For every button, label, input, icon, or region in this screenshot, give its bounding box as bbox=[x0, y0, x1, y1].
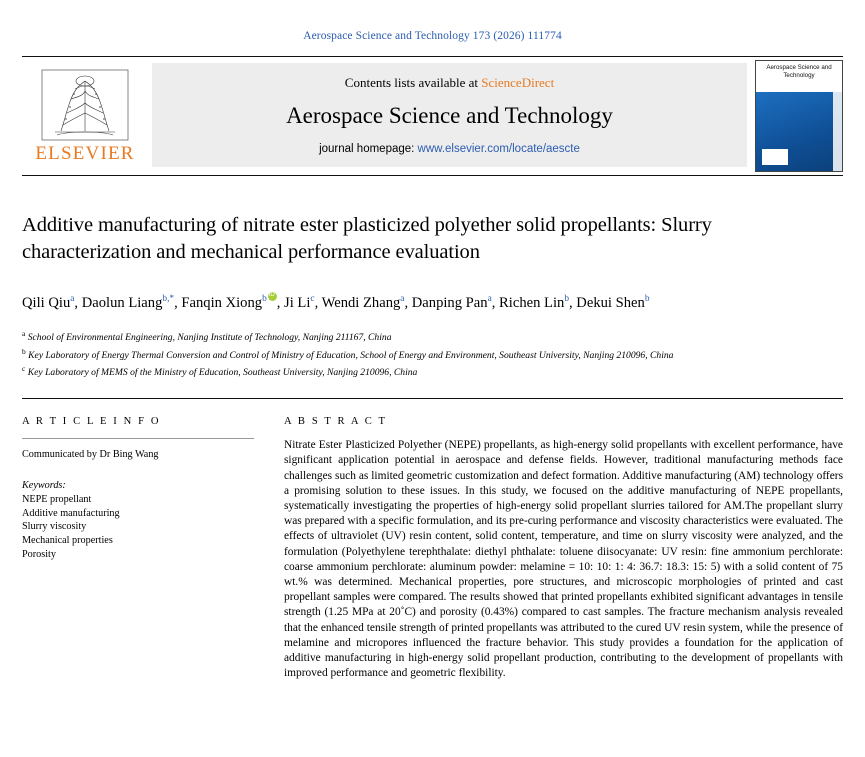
affiliation-marker: b bbox=[22, 346, 26, 356]
elsevier-logo bbox=[22, 63, 144, 169]
info-abstract-columns bbox=[22, 416, 843, 681]
author-item[interactable] bbox=[322, 295, 412, 311]
affiliation-item bbox=[22, 362, 843, 380]
orcid-icon[interactable] bbox=[268, 292, 277, 301]
journal-homepage-link[interactable]: www.elsevier.com/locate/aescte bbox=[417, 143, 580, 155]
author-affiliation-marker: b bbox=[644, 294, 650, 304]
article-info-rule bbox=[22, 438, 254, 439]
author-item[interactable] bbox=[412, 295, 499, 311]
journal-masthead bbox=[22, 56, 843, 176]
author-list bbox=[22, 288, 843, 315]
affiliation-item bbox=[22, 327, 843, 345]
affiliation-marker: c bbox=[22, 364, 26, 374]
keywords-label: Keywords: bbox=[22, 480, 66, 492]
journal-cover-image bbox=[755, 60, 843, 172]
author-affiliation-marker: b,* bbox=[162, 294, 175, 304]
keyword-item: Mechanical properties bbox=[22, 534, 113, 546]
author-name: Qili Qiu bbox=[22, 294, 71, 311]
cover-side-strip bbox=[833, 92, 842, 171]
author-affiliation-marker: a bbox=[400, 294, 405, 304]
author-name: Richen Lin bbox=[499, 294, 565, 311]
author-name: Daolun Liang bbox=[81, 294, 163, 311]
affiliation-text: Key Laboratory of Energy Thermal Conversion and Control of Ministry of Education, School of Energy and Environment, Southeast University, Nanjing 210096, China bbox=[28, 349, 674, 361]
elsevier-tree-icon bbox=[41, 69, 129, 141]
elsevier-wordmark: ELSEVIER bbox=[35, 143, 135, 164]
author-affiliation-marker: a bbox=[487, 294, 492, 304]
author-separator: , bbox=[314, 294, 322, 311]
author-affiliation-marker: a bbox=[70, 294, 75, 304]
author-affiliation-marker: c bbox=[310, 294, 315, 304]
author-separator: , bbox=[404, 294, 412, 311]
abstract-heading: A B S T R A C T bbox=[284, 416, 388, 428]
affiliation-text: School of Environmental Engineering, Nanjing Institute of Technology, Nanjing 211167, China bbox=[27, 332, 392, 344]
journal-homepage-line bbox=[319, 143, 580, 155]
keyword-item: Additive manufacturing bbox=[22, 507, 120, 519]
author-separator: , bbox=[276, 294, 285, 311]
running-head: Aerospace Science and Technology 173 (2026) 111774 bbox=[303, 30, 562, 42]
affiliation-list bbox=[22, 327, 843, 380]
author-separator: , bbox=[491, 294, 500, 311]
article-info-column bbox=[22, 416, 272, 681]
journal-title: Aerospace Science and Technology bbox=[286, 103, 613, 128]
keyword-item: Porosity bbox=[22, 548, 56, 560]
author-item[interactable] bbox=[499, 295, 576, 311]
title-block bbox=[22, 212, 843, 266]
cover-white-block bbox=[762, 149, 788, 165]
keyword-item: Slurry viscosity bbox=[22, 521, 87, 533]
author-item[interactable] bbox=[22, 295, 82, 311]
abstract-column bbox=[272, 416, 843, 681]
author-item[interactable] bbox=[181, 295, 284, 311]
author-name: Fanqin Xiong bbox=[181, 294, 263, 311]
article-info-heading: A R T I C L E I N F O bbox=[22, 416, 161, 428]
author-name: Wendi Zhang bbox=[321, 294, 401, 311]
keyword-item: NEPE propellant bbox=[22, 494, 92, 506]
author-name: Dekui Shen bbox=[576, 294, 645, 311]
affiliation-text: Key Laboratory of MEMS of the Ministry of Education, Southeast University, Nanjing 210096, China bbox=[27, 367, 418, 379]
author-name: Ji Li bbox=[284, 294, 311, 311]
affiliation-marker: a bbox=[22, 328, 26, 338]
contents-prefix: Contents lists available at bbox=[344, 75, 482, 90]
contents-line bbox=[345, 75, 554, 91]
communicated-by: Communicated by Dr Bing Wang bbox=[22, 449, 159, 461]
author-affiliation-marker: b bbox=[564, 294, 569, 304]
abstract-text: Nitrate Ester Plasticized Polyether (NEPE) propellants, as high-energy solid propellants with excellent performance, have significant application potential in aerospace and defense fields. However, traditional manufacturing methods face challenges such as limited geometric customization and defect formation. Additive manufacturing (AM) technology offers a promising solution to these issues. In this study, we focused on the additive manufacturing of NEPE propellants, systematically investigating the properties of high-energy solid propellant slurries tailored for AM.The propellant slurry was prepared with a specific formulation, and its pre-curing performance and viscosity characteristics were evaluated. The effects of ultraviolet (UV) resin content, solid content, temperature, and time on slurry viscosity were analyzed, and the formulation (Polyethylene terephthalate: diethyl phthalate: toluene diisocyanate: UV resin: fine ammonium perchlorate: coarse ammonium perchlorate: aluminum powder: melamine = 10: 10: 1: 4: 36.7: 18.3: 15: 5) with a solid content of 75 wt.% was determined. Mechanical properties, pore structures, and microscopic morphologies of printed and cast propellant samples were compared. The results showed that printed propellants exhibited significant advantages in tensile strength (1.25 MPa at 20˚C) and porosity (0.43%) compared to cast samples. The fracture mechanism analysis revealed that the enhanced tensile strength of printed propellants was attributed to the cured UV resin system, while the presence of melamine and micropores influenced the fracture behavior. This study provides a foundation for the application of additive manufacturing in high-energy solid propellant production, contributing to the development of propellants with improved performance and geometric flexibility. bbox=[284, 439, 843, 680]
sciencedirect-link[interactable]: ScienceDirect bbox=[481, 75, 555, 90]
author-separator: , bbox=[569, 294, 577, 311]
author-name: Danping Pan bbox=[411, 294, 488, 311]
author-separator: , bbox=[74, 294, 82, 311]
section-divider bbox=[22, 398, 843, 399]
author-item[interactable] bbox=[576, 295, 649, 311]
author-separator: , bbox=[174, 294, 182, 311]
journal-cover-artwork bbox=[756, 92, 842, 171]
affiliation-item bbox=[22, 345, 843, 363]
author-item[interactable] bbox=[284, 295, 322, 311]
journal-cover-title: Aerospace Science and Technology bbox=[756, 61, 842, 95]
homepage-prefix: journal homepage: bbox=[319, 143, 418, 155]
author-affiliation-marker: b bbox=[262, 294, 267, 304]
author-item[interactable] bbox=[82, 295, 182, 311]
page-title: Additive manufacturing of nitrate ester plasticized polyether solid propellants: Slurry characterization and mechanical performance evaluation bbox=[22, 214, 712, 263]
journal-banner bbox=[152, 63, 747, 167]
